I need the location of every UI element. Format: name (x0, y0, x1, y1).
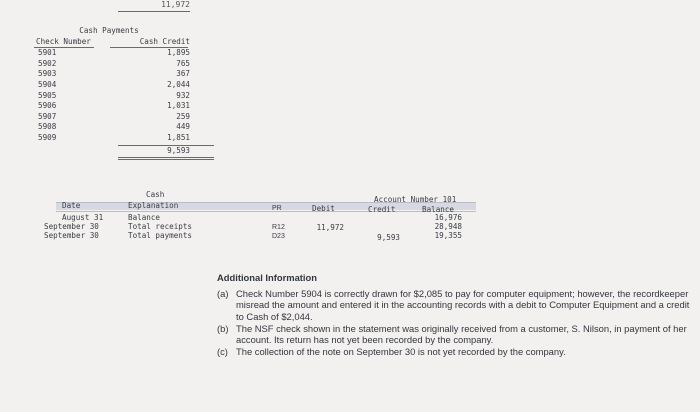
cash-credit: 449 (176, 122, 190, 132)
ledger-title: Cash (146, 190, 165, 199)
table-row (30, 101, 200, 112)
cash-credit: 1,851 (167, 132, 190, 142)
info-item-label: (c) (217, 346, 228, 358)
ledger-explanation: Balance (128, 213, 161, 222)
table-row (30, 91, 200, 102)
info-item (217, 346, 693, 357)
cash-payments-table (30, 26, 200, 160)
cash-credit: 259 (176, 111, 190, 121)
cash-credit: 367 (176, 69, 190, 79)
additional-information-heading: Additional Information (217, 272, 317, 283)
info-item-text: The collection of the note on September 30 is not yet recorded by the company. (236, 346, 566, 358)
check-number: 5901 (38, 48, 57, 58)
cash-payments-header (30, 37, 200, 48)
col-cash-credit: Cash Credit (139, 36, 190, 46)
check-number: 5909 (38, 132, 57, 142)
ledger-date: August 31 (62, 213, 104, 222)
info-item-label: (a) (217, 288, 229, 300)
ledger-explanation: Total receipts (128, 222, 193, 231)
cash-ledger-account (44, 186, 476, 258)
table-row (30, 59, 200, 70)
ledger-explanation: Total payments (128, 231, 193, 240)
ledger-col-date: Date (62, 201, 81, 210)
table-row (30, 133, 200, 144)
cash-credit: 1,895 (167, 48, 190, 58)
ledger-debit: 11,972 (316, 223, 344, 232)
table-row (30, 112, 200, 123)
ledger-pr: R12 (272, 224, 285, 231)
check-number: 5907 (38, 111, 57, 121)
ledger-pr: D23 (272, 233, 285, 240)
ledger-col-pr: PR (272, 205, 282, 212)
ledger-account-number: Account Number 101 (374, 195, 457, 204)
table-row (30, 48, 200, 59)
check-number: 5906 (38, 101, 57, 111)
check-number: 5908 (38, 122, 57, 132)
check-number: 5904 (38, 79, 57, 89)
table-row (30, 69, 200, 80)
cash-credit: 2,044 (167, 79, 190, 89)
ledger-col-explanation: Explanation (128, 201, 179, 210)
additional-information (217, 272, 693, 358)
double-rule (118, 157, 214, 160)
ledger-col-balance: Balance (422, 205, 455, 214)
check-number: 5905 (38, 90, 57, 100)
cash-payments-title: Cash Payments (79, 26, 139, 35)
info-item-text: The NSF check shown in the statement was originally received from a customer, S. Nilson, in payment of her account. Its return has not yet been recorded by the company. (236, 322, 687, 346)
ledger-credit: 9,593 (377, 233, 400, 242)
cash-credit: 932 (176, 90, 190, 100)
ledger-header-rule-bottom (56, 211, 476, 212)
check-number: 5902 (38, 58, 57, 68)
cash-credit: 1,031 (167, 101, 190, 111)
ledger-col-credit: Credit (368, 205, 396, 214)
ledger-balance: 19,355 (434, 231, 462, 240)
table-row (30, 80, 200, 91)
cash-credit: 765 (176, 58, 190, 68)
col-check-number: Check Number (36, 36, 91, 46)
ledger-date: September 30 (44, 222, 99, 231)
cash-payments-total-row (30, 146, 200, 157)
cash-payments-total: 9,593 (167, 145, 190, 155)
previous-total: 11,972 (161, 0, 190, 9)
info-item-text: Check Number 5904 is correctly drawn for $2,085 to pay for computer equipment; however, the recordkeeper misread the amount and entered it in the accounting records with a debit to Computer Equipment and a credit to Cash of $2,044. (236, 288, 690, 322)
ledger-balance: 16,976 (434, 213, 462, 222)
info-item (217, 323, 693, 345)
ledger-col-debit: Debit (312, 204, 335, 213)
ledger-balance: 28,948 (434, 222, 462, 231)
table-row (30, 122, 200, 133)
info-item-label: (b) (217, 322, 229, 334)
ledger-date: September 30 (44, 231, 99, 240)
previous-total-rule (118, 11, 190, 12)
check-number: 5903 (38, 69, 57, 79)
info-item (217, 288, 693, 322)
